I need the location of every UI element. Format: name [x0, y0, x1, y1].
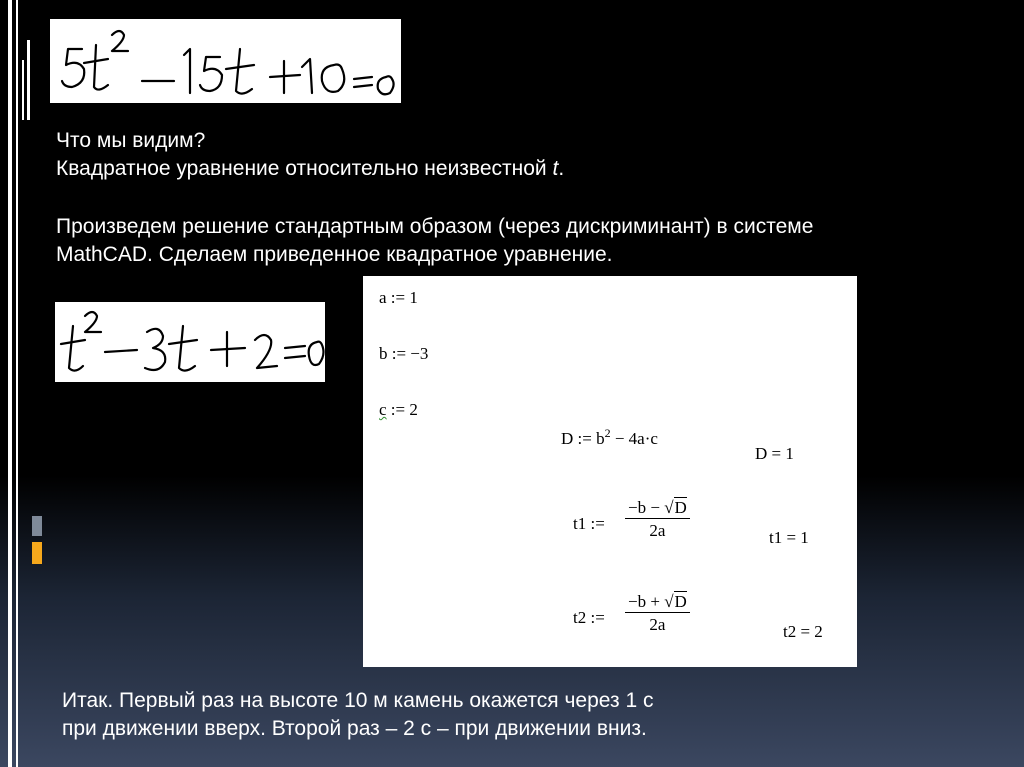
discriminant-exponent: 2 [604, 426, 611, 440]
mathcad-c-definition [379, 400, 418, 420]
equation-image-quadratic [50, 19, 401, 103]
mathcad-t1-result: t1 = 1 [769, 528, 809, 547]
t2-sqrt-argument: D [674, 592, 687, 611]
statement-period: . [558, 157, 565, 180]
solution-method-line-1: Произведем решение стандартным образом (через дискриминант) в системе [56, 215, 814, 238]
solution-method-line-2: MathCAD. Сделаем приведенное квадратное уравнение. [56, 243, 613, 266]
t2-numerator [625, 592, 690, 613]
mathcad-c-name: c [379, 400, 387, 419]
sqrt-icon: √ [664, 498, 674, 517]
mathcad-discriminant-result: D = 1 [755, 444, 794, 463]
mathcad-a-definition: a := 1 [379, 288, 418, 307]
mathcad-t1-label: t1 := [573, 514, 605, 533]
discriminant-rhs: − 4a·c [610, 429, 658, 448]
mathcad-worksheet [363, 276, 857, 667]
decorative-stripes [8, 0, 32, 767]
mathcad-t2-label: t2 := [573, 608, 605, 627]
quadratic-statement-text: Квадратное уравнение относительно неизвестной [56, 157, 553, 180]
variable-t: t [552, 157, 559, 180]
mathcad-c-value: := 2 [386, 400, 418, 419]
mathcad-b-definition: b := −3 [379, 344, 429, 363]
handwritten-equation-5t2-15t-10 [50, 19, 401, 103]
quadratic-statement [56, 156, 564, 182]
accent-gray [32, 516, 42, 536]
mathcad-t2-result: t2 = 2 [783, 622, 823, 641]
t1-sqrt-argument: D [674, 498, 687, 517]
t1-denominator: 2a [649, 521, 666, 540]
conclusion-line-2: при движении вверх. Второй раз – 2 с – при движении вниз. [62, 717, 647, 740]
conclusion-line-1: Итак. Первый раз на высоте 10 м камень окажется через 1 с [62, 689, 654, 712]
accent-orange [32, 542, 42, 564]
t1-numerator-text: −b − [628, 498, 665, 517]
handwritten-equation-t2-3t-2 [55, 302, 325, 382]
t2-denominator: 2a [649, 615, 666, 634]
t1-numerator [625, 498, 690, 519]
discriminant-lhs: D := b [561, 429, 605, 448]
mathcad-t1-fraction [625, 498, 690, 541]
equation-image-reduced [55, 302, 325, 382]
mathcad-discriminant-definition [561, 426, 658, 449]
mathcad-t2-fraction [625, 592, 690, 635]
question-line: Что мы видим? [56, 129, 206, 152]
t2-numerator-text: −b + [628, 592, 665, 611]
sqrt-icon: √ [664, 592, 674, 611]
